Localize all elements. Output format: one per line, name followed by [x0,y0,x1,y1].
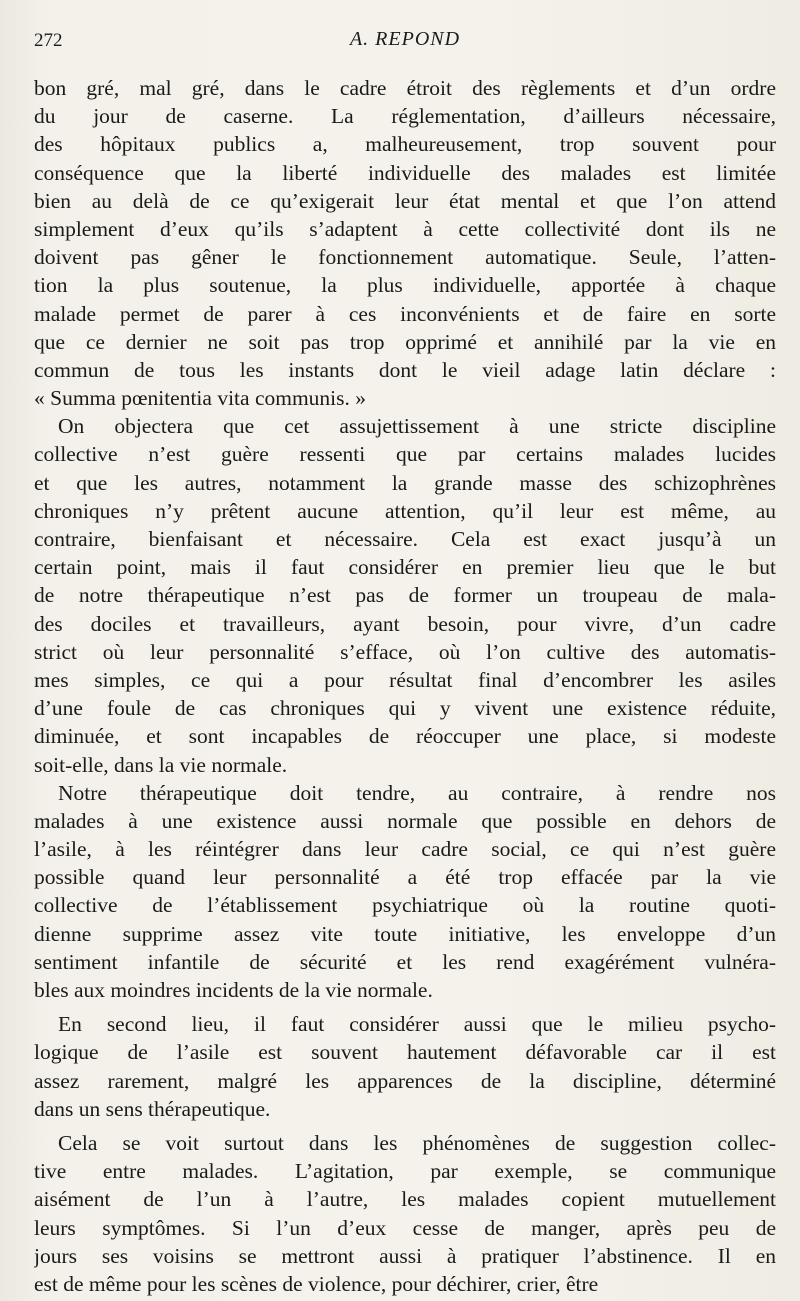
text-line: contraire, bienfaisant et nécessaire. Cela est exact jusqu’à un [34,527,776,551]
text-line: commun de tous les instants dont le vieil adage latin déclare : [34,357,776,382]
text-line: dans un sens thérapeutique. [34,1096,271,1121]
text-line: l’asile, à les réintégrer dans leur cadre social, ce qui n’est guère [34,837,776,862]
text-line: collective n’est guère ressenti que par certains malades lucides [34,442,776,467]
text-line: strict où leur personnalité s’efface, où l’on cultive des automatis- [34,639,776,664]
text-line: tion la plus soutenue, la plus individuelle, apportée à chaque [34,273,776,298]
text-line: bles aux moindres incidents de la vie normale. [34,978,433,1002]
text-line: et que les autres, notamment la grande masse des schizophrènes [34,470,776,495]
text-line: des dociles et travailleurs, ayant besoin, pour vivre, d’un cadre [34,611,776,636]
text-line: d’une foule de cas chroniques qui y vivent une existence réduite, [34,696,776,721]
page-header [34,28,776,58]
text-line: En second lieu, il faut considérer aussi que le milieu psycho- [58,1012,776,1037]
text-line: conséquence que la liberté individuelle des malades est limitée [34,160,776,185]
text-line: Cela se voit surtout dans les phénomènes de suggestion collec- [58,1130,776,1155]
paragraph [34,1010,776,1123]
text-line: doivent pas gêner le fonctionnement automatique. Seule, l’atten- [34,245,776,270]
text-line: leurs symptômes. Si l’un d’eux cesse de manger, après peu de [34,1215,776,1240]
text-line: bien au delà de ce qu’exigerait leur état mental et que l’on attend [34,188,776,213]
text-line: diminuée, et sont incapables de réoccuper une place, si modeste [34,724,776,749]
text-line: simplement d’eux qu’ils s’adaptent à cette collectivité dont ils ne [34,216,776,241]
text-line: sentiment infantile de sécurité et les rend exagérément vulnéra- [34,949,776,974]
paragraph [34,412,776,778]
text-line: malades à une existence aussi normale que possible en dehors de [34,808,776,833]
text-line: dienne supprime assez vite toute initiative, les enveloppe d’un [34,921,776,946]
text-line: logique de l’asile est souvent hautement défavorable car il est [34,1040,776,1065]
text-line: du jour de caserne. La réglementation, d’ailleurs nécessaire, [34,104,776,129]
page-number: 272 [34,30,63,51]
paragraph [34,1129,776,1298]
text-line: jours ses voisins se mettront aussi à pratiquer l’abstinence. Il en [34,1243,776,1268]
text-line: tive entre malades. L’agitation, par exemple, se communique [34,1159,776,1184]
text-line: collective de l’établissement psychiatrique où la routine quoti- [34,893,776,918]
text-line: mes simples, ce qui a pour résultat final d’encombrer les asiles [34,667,776,692]
text-line: aisément de l’un à l’autre, les malades copient mutuellement [34,1187,776,1212]
text-line: est de même pour les scènes de violence, pour déchirer, crier, être [34,1271,599,1296]
text-line: Notre thérapeutique doit tendre, au contraire, à rendre nos [58,780,776,805]
text-line: « Summa pœnitentia vita communis. » [34,386,367,411]
text-line: bon gré, mal gré, dans le cadre étroit des règlements et d’un ordre [34,76,776,100]
text-line: des hôpitaux publics a, malheureusement, trop souvent pour [34,132,776,157]
text-line: possible quand leur personnalité a été trop effacée par la vie [34,865,776,890]
text-line: de notre thérapeutique n’est pas de former un troupeau de mala- [34,583,776,608]
text-line: soit-elle, dans la vie normale. [34,752,288,777]
running-head: A. REPOND [349,28,461,50]
body-text [34,74,776,1298]
text-line: On objectera que cet assujettissement à une stricte discipline [58,414,776,439]
text-line: que ce dernier ne soit pas trop opprimé et annihilé par la vie en [34,329,776,354]
paragraph [34,779,776,1005]
text-line: malade permet de parer à ces inconvénients et de faire en sorte [34,301,776,326]
text-line: chroniques n’y prêtent aucune attention, qu’il leur est même, au [34,498,776,523]
text-line: certain point, mais il faut considérer en premier lieu que le but [34,555,776,580]
text-line: assez rarement, malgré les apparences de la discipline, déterminé [34,1068,776,1093]
paragraph [34,74,776,412]
